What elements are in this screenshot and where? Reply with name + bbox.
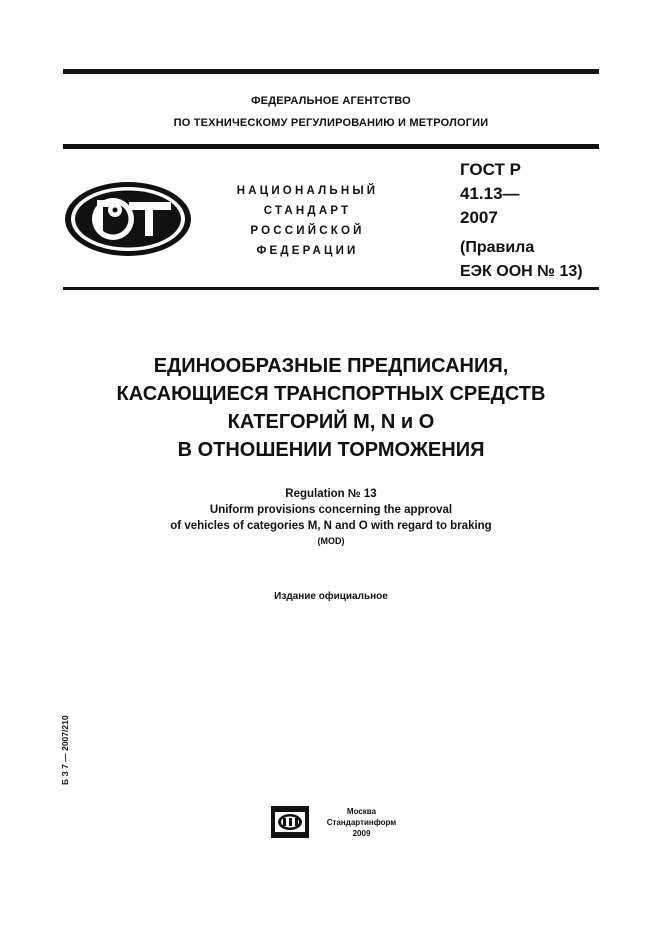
publisher-info: [314, 806, 409, 839]
mod-label: (MOD): [317, 536, 345, 546]
side-code: Б З 7 — 2007/210: [60, 715, 70, 785]
title-line-3: КАТЕГОРИЙ М, N и О: [227, 411, 435, 433]
english-line-1: Uniform provisions concerning the approval: [209, 504, 453, 516]
english-title: [63, 486, 599, 548]
top-rule: [63, 69, 599, 74]
designation-line-1: ГОСТ Р: [460, 160, 521, 179]
rules-line-2: ЕЭК ООН № 13): [460, 263, 583, 280]
agency-line-2: ПО ТЕХНИЧЕСКОМУ РЕГУЛИРОВАНИЮ И МЕТРОЛОГИИ: [173, 117, 489, 129]
publisher-city: Москва: [346, 807, 377, 816]
agency-header: [63, 90, 599, 134]
standartinform-logo-icon: [271, 806, 309, 838]
title-line-1: ЕДИНООБРАЗНЫЕ ПРЕДПИСАНИЯ,: [153, 355, 509, 377]
regulation-number: Regulation № 13: [285, 488, 377, 500]
title-line-4: В ОТНОШЕНИИ ТОРМОЖЕНИЯ: [177, 439, 485, 461]
publisher-name: Стандартинформ: [326, 818, 397, 827]
agency-line-1: ФЕДЕРАЛЬНОЕ АГЕНТСТВО: [251, 95, 411, 107]
designation-line-2: 41.13—: [460, 184, 520, 203]
national-standard-line-3: РОССИЙСКОЙ: [250, 225, 365, 237]
designation-line-3: 2007: [460, 208, 498, 227]
publisher-year: 2009: [352, 829, 371, 838]
title-line-2: КАСАЮЩИЕСЯ ТРАНСПОРТНЫХ СРЕДСТВ: [116, 383, 546, 405]
national-standard-line-2: СТАНДАРТ: [263, 205, 352, 217]
middle-rule: [63, 144, 599, 149]
standard-designation: [460, 158, 600, 284]
national-standard-line-4: ФЕДЕРАЦИИ: [256, 245, 359, 257]
english-line-2: of vehicles of categories M, N and O with regard to braking: [170, 520, 492, 532]
national-standard-line-1: НАЦИОНАЛЬНЫЙ: [236, 185, 379, 197]
national-standard-label: [220, 181, 395, 261]
document-title: [63, 352, 599, 464]
official-edition: Издание официальное: [274, 591, 388, 602]
rst-logo-icon: [63, 180, 193, 258]
bottom-rule: [63, 287, 599, 290]
rules-line-1: (Правила: [460, 239, 535, 256]
